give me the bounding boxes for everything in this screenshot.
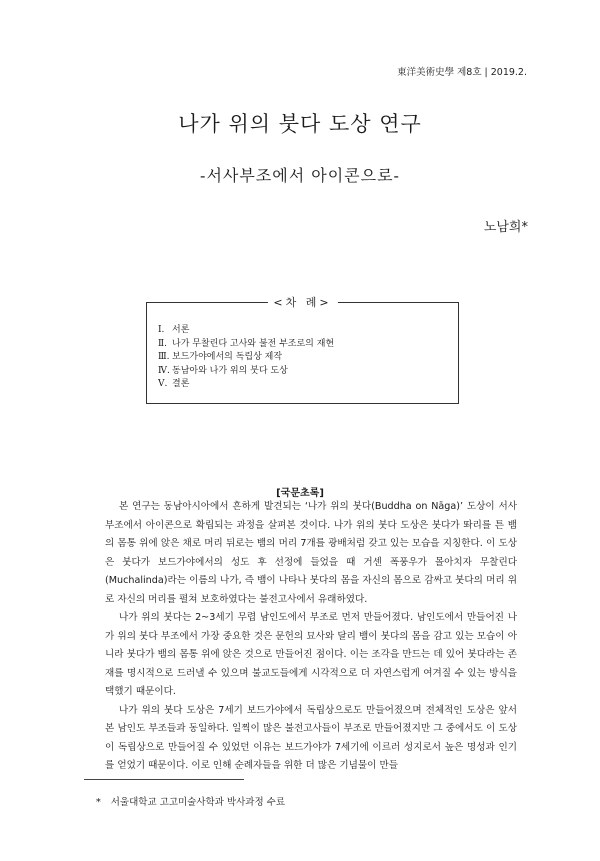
toc-item bbox=[158, 378, 334, 392]
toc-item-number: Ⅴ. bbox=[158, 379, 168, 389]
toc-item-number: Ⅰ. bbox=[158, 325, 165, 335]
abstract-paragraph: 나가 위의 붓다 도상은 7세기 보드가야에서 독립상으로도 만들어졌으며 전체적인 도상은 앞서 본 남인도 부조들과 동일하다. 일찍이 많은 불전고사들이 부조로 만들어졌지만 그 중에서도 이 도상이 독립상으로 만들어질 수 있었던 이유는 보드가야가 7세기에 이르러 성지로서 높은 명성과 인기를 얻었기 때문이다. 이로 인해 순례자들을 위한 더 많은 기념물이 만들 bbox=[105, 704, 517, 771]
footnote bbox=[96, 794, 285, 808]
toc-item-number: Ⅱ. bbox=[158, 338, 167, 349]
table-of-contents bbox=[146, 296, 459, 404]
footnote-divider bbox=[84, 779, 244, 780]
toc-item-label: 나가 무찰린다 고사와 불전 부조로의 재현 bbox=[172, 338, 335, 349]
toc-item bbox=[158, 338, 334, 352]
paper-subtitle: -서사부조에서 아이콘으로- bbox=[200, 166, 400, 185]
toc-item-label: 결론 bbox=[172, 379, 190, 389]
toc-item-label: 서론 bbox=[172, 325, 190, 335]
toc-item bbox=[158, 351, 334, 365]
journal-info: 東洋美術史學 제8호 | 2019.2. bbox=[397, 67, 527, 78]
toc-list bbox=[158, 324, 334, 392]
footnote-mark: * bbox=[96, 797, 101, 808]
abstract-paragraph: 나가 위의 붓다는 2~3세기 무렵 남인도에서 부조로 먼저 만들어졌다. 남인도에서 만들어진 나가 위의 붓다 부조에서 가장 중요한 것은 문헌의 묘사와 달리 뱀이 붓다의 몸을 감고 있는 모습이 아니라 붓다가 뱀의 몸통 위에 앉은 것으로 만들어진 점이다. 이는 조각을 만드는 데 있어 붓다라는 존재를 명시적으로 드러낼 수 있으며 불교도들에게 시각적으로 더 자연스럽게 여겨질 수 있는 방식을 택했기 때문이다. bbox=[105, 612, 517, 697]
toc-item-label: 보드가야에서의 독립상 제작 bbox=[172, 352, 283, 362]
toc-item-label: 동남아와 나가 위의 붓다 도상 bbox=[172, 365, 288, 376]
toc-item-number: Ⅳ. bbox=[158, 365, 170, 376]
abstract-paragraph: 본 연구는 동남아시아에서 흔하게 발견되는 ‘나가 위의 붓다(Buddha on Nāga)’ 도상이 서사부조에서 아이콘으로 확립되는 과정을 살펴본 것이다. 나가 위의 붓다 도상은 붓다가 똬리를 튼 뱀의 몸통 위에 앉은 채로 머리 뒤로는 뱀의 머리 7개를 광배처럼 갖고 있는 모습을 지칭한다. 이 도상은 붓다가 보드가야에서의 성도 후 선정에 들었을 때 거센 폭풍우가 몰아치자 무찰린다(Muchalinda)라는 이름의 나가, 즉 뱀이 나타나 붓다의 몸을 자신의 몸으로 감싸고 붓다의 머리 위로 자신의 머리를 펼쳐 보호하였다는 불전고사에서 유래하였다. bbox=[105, 501, 517, 605]
paper-title: 나가 위의 붓다 도상 연구 bbox=[178, 112, 422, 136]
toc-heading: <차 례> bbox=[267, 294, 337, 310]
author-name: 노남희* bbox=[483, 220, 528, 235]
abstract-heading: [국문초록] bbox=[276, 488, 324, 499]
abstract-body bbox=[105, 498, 517, 776]
toc-item-number: Ⅲ. bbox=[158, 352, 170, 362]
footnote-text: 서울대학교 고고미술사학과 박사과정 수료 bbox=[110, 797, 285, 808]
toc-item bbox=[158, 324, 334, 338]
toc-item bbox=[158, 365, 334, 379]
